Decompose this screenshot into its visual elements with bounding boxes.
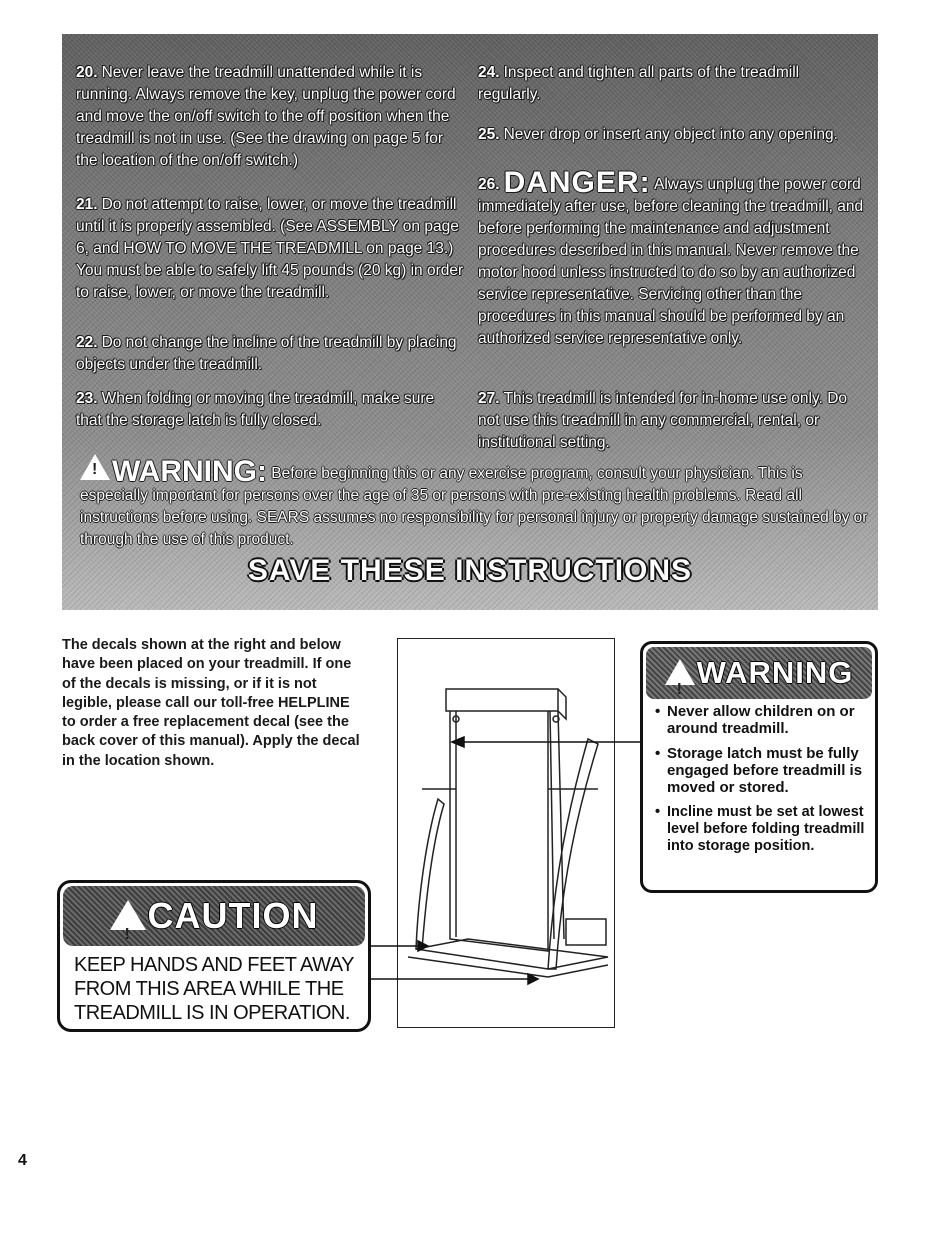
page-number: 4 bbox=[18, 1152, 27, 1169]
caution-decal-header bbox=[63, 886, 365, 946]
list-item: • Incline must be set at lowest level before folding treadmill into storage position. bbox=[655, 804, 869, 855]
item-number: 25. bbox=[478, 126, 500, 143]
item-text: Never drop or insert any object into any opening. bbox=[503, 126, 838, 143]
safety-panel bbox=[62, 34, 878, 610]
item-number: 22. bbox=[76, 334, 98, 351]
item-text: This treadmill is intended for in-home use only. Do not use this treadmill in any commercial, rental, or institutional setting. bbox=[478, 390, 848, 451]
list-item: • Never allow children on or around treadmill. bbox=[655, 703, 869, 737]
item-number: 23. bbox=[76, 390, 98, 407]
warning-label: WARNING: bbox=[112, 455, 267, 488]
safety-item-22 bbox=[76, 332, 466, 376]
safety-item-23 bbox=[76, 388, 456, 432]
warning-triangle-icon bbox=[80, 454, 110, 480]
item-number: 20. bbox=[76, 64, 98, 81]
item-text: Inspect and tighten all parts of the treadmill regularly. bbox=[478, 64, 800, 103]
item-text: Always unplug the power cord immediately after use, before cleaning the treadmill, and before performing the maintenance and adjustment procedures described in this manual. Never remove the motor hood unless instructed to do so by an authorized service representative. Servicing other than the procedures in this manual should be performed by an authorized service representative only. bbox=[478, 176, 864, 347]
safety-item-24 bbox=[478, 62, 858, 106]
item-text: Do not change the incline of the treadmill by placing objects under the treadmill. bbox=[76, 334, 457, 373]
caution-decal bbox=[57, 880, 371, 1032]
caution-decal-text: KEEP HANDS AND FEET AWAY FROM THIS AREA WHILE THE TREADMILL IS IN OPERATION. bbox=[74, 954, 354, 1024]
save-instructions: SAVE THESE INSTRUCTIONS bbox=[247, 554, 693, 587]
item-number: 26. bbox=[478, 176, 500, 193]
warning-decal-list bbox=[643, 703, 875, 855]
item-text: Do not attempt to raise, lower, or move the treadmill until it is properly assembled. (See ASSEMBLY on page 6, and HOW TO MOVE THE TREADMILL on page 13.) You must be able to safely lift 45 pounds (20 kg) in order to raise, lower, or move the treadmill. bbox=[76, 196, 464, 301]
warning-decal-header bbox=[646, 647, 872, 699]
item-number: 21. bbox=[76, 196, 98, 213]
list-item: • Storage latch must be fully engaged before treadmill is moved or stored. bbox=[655, 745, 869, 796]
warning-triangle-icon bbox=[665, 659, 695, 685]
treadmill-drawing bbox=[398, 639, 614, 1027]
caution-decal-title: CAUTION bbox=[147, 895, 319, 936]
item-text: Never leave the treadmill unattended while it is running. Always remove the key, unplug the power cord and move the on/off switch to the off position when the treadmill is not in use. (See the drawing on page 5 for the location of the on/off switch.) bbox=[76, 64, 456, 169]
caution-triangle-icon bbox=[110, 900, 146, 930]
warning-decal-title: WARNING bbox=[696, 655, 854, 690]
safety-item-27 bbox=[478, 388, 870, 454]
warning-text: Before beginning this or any exercise program, consult your physician. This is especially important for persons over the age of 35 or persons with pre-existing health problems. Read all instructions before using. SEARS assumes no responsibility for personal injury or property damage sustained by or through the use of this product. bbox=[80, 465, 868, 548]
danger-label: DANGER: bbox=[503, 166, 651, 199]
warning-decal bbox=[640, 641, 878, 893]
item-number: 27. bbox=[478, 390, 500, 407]
treadmill-illustration bbox=[397, 638, 615, 1028]
safety-item-26 bbox=[478, 166, 870, 350]
safety-item-25 bbox=[478, 124, 858, 146]
decal-info-text: The decals shown at the right and below have been placed on your treadmill. If one of the decals is missing, or if it is not legible, please call our toll-free HELPLINE to order a free replacement decal (see the back cover of this manual). Apply the decal in the location shown. bbox=[62, 637, 360, 769]
safety-item-20 bbox=[76, 62, 456, 172]
item-text: When folding or moving the treadmill, make sure that the storage latch is fully closed. bbox=[76, 390, 435, 429]
safety-item-21 bbox=[76, 194, 466, 304]
general-warning bbox=[80, 454, 870, 551]
item-number: 24. bbox=[478, 64, 500, 81]
